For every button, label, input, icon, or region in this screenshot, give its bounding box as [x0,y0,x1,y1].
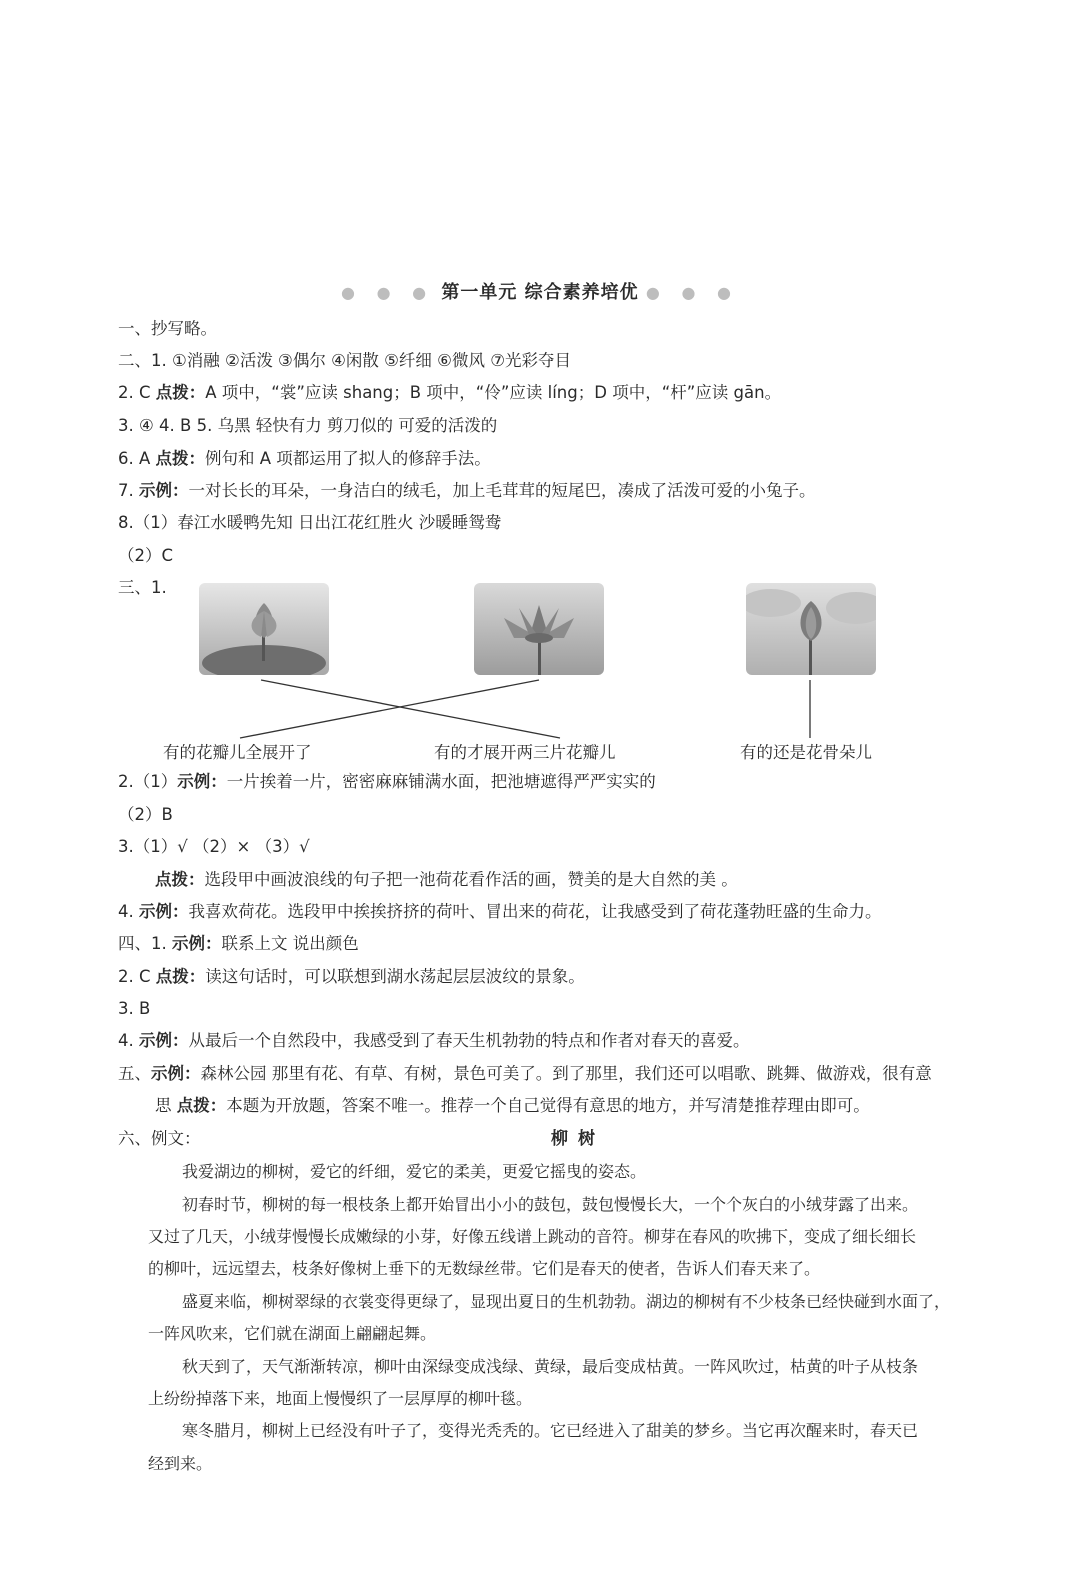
answer-line-text: 本题为开放题，答案不唯一。推荐一个自己觉得有意思的地方，并写清楚推荐理由即可。 [226,1096,870,1115]
matching-lines [0,0,1080,780]
example-label: 示例： [139,1031,189,1050]
example-label: 示例： [139,902,189,921]
hint-label: 点拨： [155,449,206,468]
caption-partly-open: 有的才展开两三片花瓣儿 [434,743,616,762]
hint-label: 点拨： [155,870,205,889]
answer-line: 一、抄写略。 [118,319,217,338]
answer-line-prefix: 7. [118,481,139,500]
essay-line: 秋天到了，天气渐渐转凉，柳叶由深绿变成浅绿、黄绿，最后变成枯黄。一阵风吹过，枯黄的叶子从枝条 [182,1357,919,1376]
answer-line [118,933,359,955]
essay-line: 寒冬腊月，柳树上已经没有叶子了，变得光秃秃的。它已经进入了甜美的梦乡。当它再次醒来时，春天已 [182,1421,919,1440]
essay-line: 又过了几天，小绒芽慢慢长成嫩绿的小芽，好像五线谱上跳动的音符。柳芽在春风的吹拂下，变成了细长细长 [148,1227,917,1246]
answer-line: 六、例文： [118,1129,201,1148]
answer-line-prefix: 思 [155,1096,177,1115]
example-label: 示例： [172,934,222,953]
example-label: 示例： [177,772,227,791]
example-label: 示例： [139,481,189,500]
essay-title: 柳树 [551,1129,605,1149]
answer-line: 3. B [118,999,151,1018]
answer-line: 3.（1）√ （2）× （3）√ [118,837,310,856]
answer-line-text: 从最后一个自然段中，我感受到了春天生机勃勃的特点和作者对春天的喜爱。 [188,1031,750,1050]
answer-line: （2）B [118,805,173,824]
caption-bud: 有的还是花骨朵儿 [740,743,872,762]
answer-line-text: 我喜欢荷花。选段甲中挨挨挤挤的荷叶、冒出来的荷花，让我感受到了荷花蓬勃旺盛的生命力。 [188,902,882,921]
answer-line-prefix: 2. C [118,383,156,402]
answer-line-prefix: 四、1. [118,934,172,953]
answer-line-prefix: 4. [118,1031,139,1050]
answer-line [155,869,738,891]
answer-line-prefix: 2. C [118,967,156,986]
answer-line [118,771,656,793]
answer-line [118,1063,932,1085]
answer-line-text: 读这句话时，可以联想到湖水荡起层层波纹的景象。 [205,967,585,986]
caption-fully-open: 有的花瓣儿全展开了 [163,743,312,762]
title-text: 第一单元 综合素养培优 [441,282,639,303]
match-line-2 [240,680,539,738]
title-dots-right: ● ● ● [645,283,739,302]
answer-line [118,901,882,923]
answer-line-prefix: 2.（1） [118,772,178,791]
answer-line: 三、1. [118,578,167,597]
hint-label: 点拨： [155,967,206,986]
answer-line: 3. ④ 4. B 5. 乌黑 轻快有力 剪刀似的 可爱的活泼的 [118,416,498,435]
answer-line-prefix: 6. A [118,449,156,468]
hint-label: 点拨： [155,383,206,402]
essay-line: 一阵风吹来，它们就在湖面上翩翩起舞。 [148,1324,437,1343]
answer-line [155,1095,870,1117]
answer-line-text: 森林公园 那里有花、有草、有树，景色可美了。到了那里，我们还可以唱歌、跳舞、做游戏，很有意 [200,1064,932,1083]
essay-line: 上纷纷掉落下来，地面上慢慢织了一层厚厚的柳叶毯。 [148,1389,533,1408]
essay-line: 我爱湖边的柳树，爱它的纤细，爱它的柔美，更爱它摇曳的姿态。 [182,1162,647,1181]
essay-line: 初春时节，柳树的每一根枝条上都开始冒出小小的鼓包，鼓包慢慢长大，一个个灰白的小绒芽露了出来。 [182,1195,919,1214]
answer-line-text: 选段甲中画波浪线的句子把一池荷花看作活的画，赞美的是大自然的美 。 [204,870,738,889]
answer-line-prefix: 4. [118,902,139,921]
title-dots-left: ● ● ● [341,283,435,302]
essay-line: 的柳叶，远远望去，枝条好像树上垂下的无数绿丝带。它们是春天的使者，告诉人们春天来了。 [148,1259,821,1278]
hint-label: 点拨： [176,1096,227,1115]
match-line-1 [261,680,560,738]
answer-line-text: 例句和 A 项都运用了拟人的修辞手法。 [205,449,491,468]
answer-line [118,1030,750,1052]
answer-line: 8.（1）春江水暖鸭先知 日出江花红胜火 沙暖睡鸳鸯 [118,513,502,532]
answer-line-text: 一片挨着一片，密密麻麻铺满水面，把池塘遮得严严实实的 [226,772,656,791]
essay-line: 经到来。 [148,1454,213,1473]
example-label: 示例： [151,1064,201,1083]
answer-line [118,966,585,988]
answer-line-prefix: 五、 [118,1064,151,1083]
answer-line-text: 一对长长的耳朵，一身洁白的绒毛，加上毛茸茸的短尾巴，凑成了活泼可爱的小兔子。 [188,481,816,500]
essay-line: 盛夏来临，柳树翠绿的衣裳变得更绿了，显现出夏日的生机勃勃。湖边的柳树有不少枝条已经快碰到水面了， [182,1292,951,1311]
answer-line-text: A 项中，“裳”应读 shang；B 项中，“伶”应读 líng；D 项中，“杆”应读 gān。 [205,383,782,402]
answer-line: （2）C [118,546,174,565]
answer-line-text: 联系上文 说出颜色 [221,934,359,953]
answer-line: 二、1. ①消融 ②活泼 ③偶尔 ④闲散 ⑤纤细 ⑥微风 ⑦光彩夺目 [118,351,572,370]
